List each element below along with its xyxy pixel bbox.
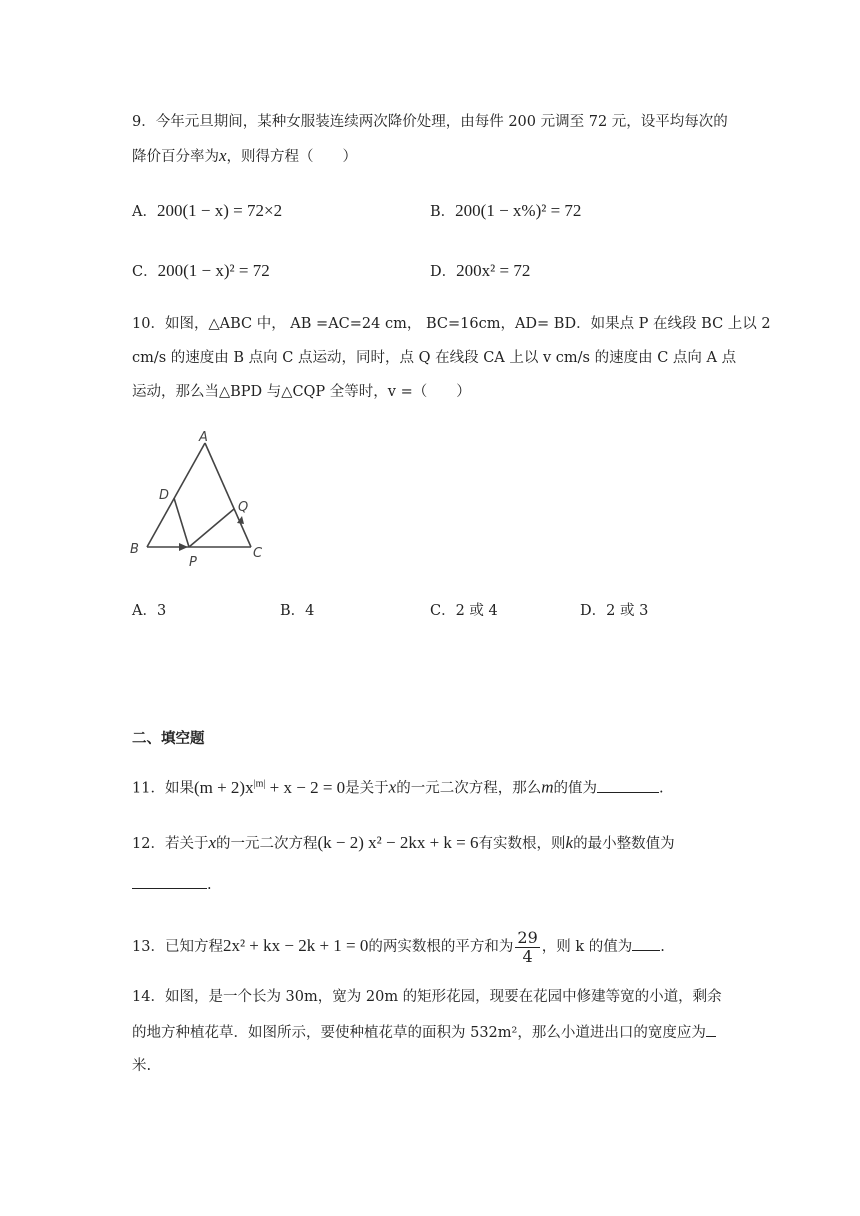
q12-mid2: 有实数根，则	[478, 836, 566, 852]
q10-stem-line1: 10．如图，△ABC 中， AB =AC=24 cm， BC=16cm，AD= BD．如果点 P 在线段 BC 上以 2	[132, 316, 771, 332]
q13-frac-numerator: 29	[517, 927, 538, 947]
q11-mid: 是关于	[345, 780, 389, 797]
label-d: D	[159, 488, 170, 503]
q9-option-a-label: A．	[132, 204, 157, 220]
q12-stem	[132, 833, 675, 854]
q10-stem-line3: 运动，那么当△BPD 与△CQP 全等时，v =（ ）	[132, 384, 471, 400]
label-a: A	[199, 430, 208, 445]
q10-option-a: A．3	[132, 603, 167, 619]
q11-variable-m: m	[541, 777, 554, 797]
q11-expr-tail: + x − 2 = 0	[265, 777, 346, 797]
q9-option-a	[132, 200, 282, 223]
q9-option-c-label: C．	[132, 264, 158, 280]
q12-answer-blank[interactable]	[132, 874, 207, 889]
label-p: P	[189, 555, 197, 570]
q9-option-b-formula: 200(1 − x%)² = 72	[455, 201, 582, 220]
label-q: Q	[238, 500, 249, 515]
q11-post: 的值为	[553, 780, 597, 797]
q10-stem-line2: cm/s 的速度由 B 点向 C 点运动，同时，点 Q 在线段 CA 上以 v cm/s 的速度由 C 点向 A 点	[132, 350, 737, 366]
q13-mid: 的两实数根的平方和为	[368, 939, 514, 955]
q14-answer-blank[interactable]	[706, 1022, 716, 1037]
q12-variable-x: x	[208, 833, 216, 852]
q12-expr: (k − 2) x² − 2kx + k = 6	[317, 833, 479, 852]
q9-option-c	[132, 260, 270, 283]
q13-mid2: ，则 k 的值为	[541, 939, 633, 955]
q9-option-b	[430, 200, 581, 223]
q9-stem-tail: ，则得方程（ ）	[226, 149, 358, 165]
q9-stem-line1: 9．今年元旦期间，某种女服装连续两次降价处理，由每件 200 元调至 72 元，设平均每次的	[132, 114, 728, 130]
q10-option-d: D．2 或 3	[580, 603, 649, 619]
q14-stem-line2	[132, 1022, 716, 1043]
q9-option-b-label: B．	[430, 204, 456, 220]
q10-option-c: C．2 或 4	[430, 603, 498, 619]
q14-stem-line3: 米.	[132, 1058, 152, 1074]
q10-triangle-figure	[125, 425, 275, 573]
q11-expr: (m + 2)x	[193, 777, 254, 797]
q12-prefix: 12．若关于	[132, 836, 209, 852]
label-c: C	[253, 546, 263, 561]
q12-answer-line	[132, 874, 212, 895]
q13-fraction	[515, 929, 539, 966]
q12-mid: 的一元二次方程	[216, 836, 318, 852]
q12-post: 的最小整数值为	[573, 836, 675, 852]
q9-option-d-label: D．	[430, 264, 457, 280]
q9-option-a-formula: 200(1 − x) = 72×2	[156, 201, 283, 220]
q13-answer-blank[interactable]	[632, 936, 660, 951]
q13-end: .	[660, 939, 665, 955]
q13-expr: 2x² + kx − 2k + 1 = 0	[222, 936, 369, 955]
q11-end: .	[658, 780, 664, 797]
q11-exponent: |m|	[253, 778, 266, 789]
q11-answer-blank[interactable]	[597, 778, 659, 793]
q11-variable-x: x	[388, 777, 397, 797]
q13-frac-denominator: 4	[522, 946, 533, 966]
q9-variable-x: x	[219, 146, 227, 165]
q13-stem	[132, 924, 665, 969]
bp-arrow-icon	[179, 543, 188, 551]
q14-stem-line1: 14．如图，是一个长为 30m，宽为 20m 的矩形花园，现要在花园中修建等宽的小道，剩余	[132, 989, 722, 1005]
q11-prefix: 11．如果	[132, 780, 194, 797]
q9-option-d	[430, 260, 530, 283]
q12-end: .	[207, 877, 212, 893]
q9-stem-line2	[132, 146, 357, 167]
q11-mid2: 的一元二次方程，那么	[396, 780, 542, 797]
q9-stem-text: 降价百分率为	[132, 149, 219, 165]
q14-stem-line2-text: 的地方种植花草．如图所示，要使种植花草的面积为 532m²，那么小道进出口的宽度应为	[132, 1025, 706, 1041]
q12-variable-k: k	[565, 833, 574, 852]
q9-option-d-formula: 200x² = 72	[456, 261, 531, 280]
q11-stem	[132, 774, 664, 799]
section-title: 二、填空题	[132, 731, 205, 747]
q9-option-c-formula: 200(1 − x)² = 72	[157, 261, 270, 280]
label-b: B	[130, 542, 139, 557]
q10-option-b: B．4	[280, 603, 315, 619]
q13-prefix: 13．已知方程	[132, 939, 223, 955]
